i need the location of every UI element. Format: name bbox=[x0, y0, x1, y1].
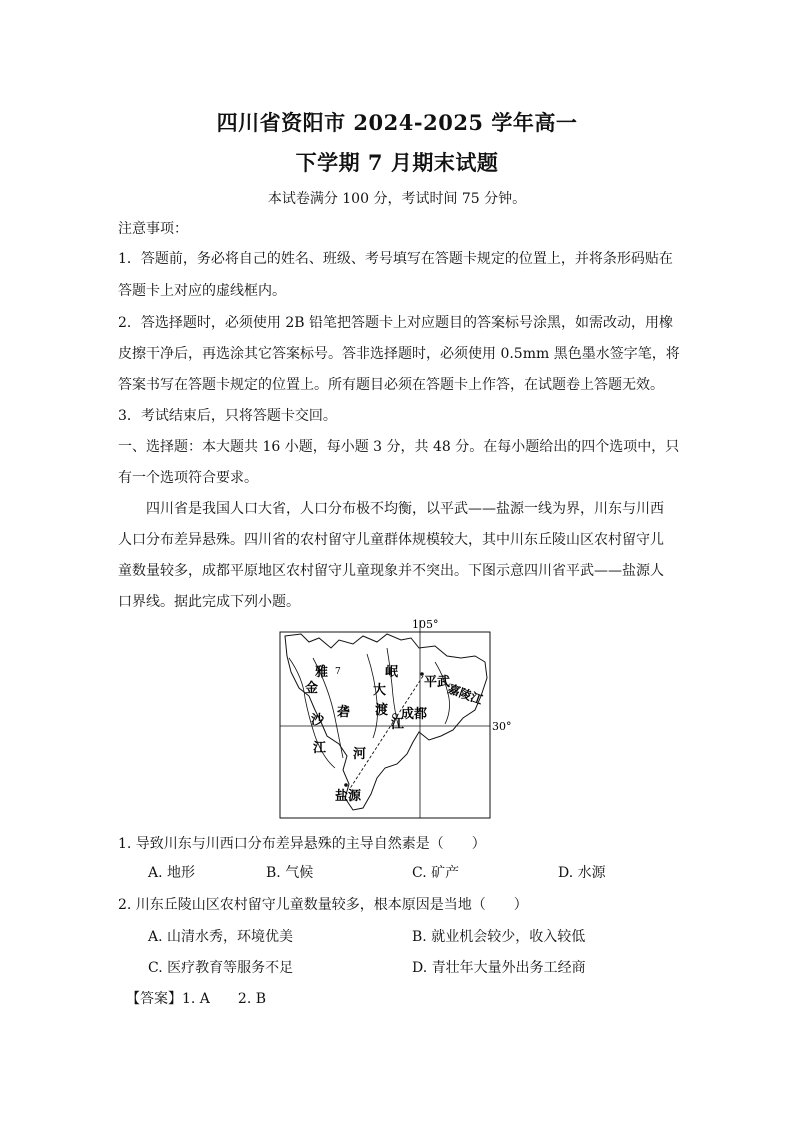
question-1-option-d: D. 水源 bbox=[558, 865, 606, 881]
answer-line bbox=[126, 988, 266, 1008]
label-river-small: 7 bbox=[335, 667, 341, 677]
question-2-option-b: B. 就业机会较少，收入较低 bbox=[412, 929, 586, 945]
yanyuan-point bbox=[344, 783, 348, 787]
passage-line: 童数量较多，成都平原地区农村留守儿童现象并不突出。下图示意四川省平武——盐源人 bbox=[118, 563, 664, 579]
notes-line: 2．答选择题时，必须使用 2B 铅笔把答题卡上对应题目的答案标号涂黑，如需改动，用橡 bbox=[118, 315, 674, 331]
label-sha: 沙 bbox=[311, 713, 325, 728]
lon-label: 105° bbox=[412, 618, 439, 631]
label-min: 岷 bbox=[385, 665, 399, 680]
question-1-option-c: C. 矿产 bbox=[412, 865, 460, 881]
page-title: 四川省资阳市 2024-2025 学年高一 bbox=[216, 110, 578, 135]
sichuan-map bbox=[279, 618, 519, 822]
question-1-option-b: B. 气候 bbox=[266, 865, 314, 881]
label-jialingjiang: 嘉陵江 bbox=[445, 681, 485, 708]
label-jin: 金 bbox=[305, 681, 319, 696]
question-2-option-a: A. 山清水秀，环境优美 bbox=[148, 929, 294, 945]
answer-label: 【答案】 bbox=[126, 991, 182, 1007]
page-title-line2: 下学期 7 月期末试题 bbox=[295, 150, 499, 175]
passage-line: 人口分布差异悬殊。四川省的农村留守儿童群体规模较大，其中川东丘陵山区农村留守儿 bbox=[118, 532, 664, 548]
label-du: 渡 bbox=[375, 703, 389, 718]
label-jiang: 江 bbox=[313, 741, 327, 756]
answer-text: 1. A 2. B bbox=[182, 991, 267, 1007]
notes-heading: 注意事项： bbox=[118, 221, 188, 237]
section-heading: 一、选择题：本大题共 16 小题，每小题 3 分，共 48 分。在每小题给出的四个选项中，只 bbox=[118, 439, 680, 455]
label-jiang2: 江 bbox=[391, 717, 405, 732]
label-he: 河 bbox=[353, 747, 367, 762]
notes-line: 答题卡上对应的虚线框内。 bbox=[118, 283, 286, 299]
section-heading: 有一个选项符合要求。 bbox=[118, 470, 258, 486]
question-1-stem: 1. 导致川东与川西口分布差异悬殊的主导自然素是（ ） bbox=[118, 836, 486, 852]
question-2-option-c: C. 医疗教育等服务不足 bbox=[148, 960, 294, 976]
label-da: 大 bbox=[373, 683, 387, 698]
question-2-option-d: D. 青壮年大量外出务工经商 bbox=[412, 960, 586, 976]
notes-line: 皮擦干净后，再选涂其它答案标号。答非选择题时，必须使用 0.5mm 黑色墨水签字笔，将 bbox=[118, 346, 680, 362]
label-chengdu: 成都 bbox=[401, 707, 428, 722]
notes-line: 1．答题前，务必将自己的姓名、班级、考号填写在答题卡规定的位置上，并将条形码贴在 bbox=[118, 251, 673, 267]
label-yanyuan: 盐源 bbox=[335, 789, 362, 804]
label-ya: 雅 bbox=[315, 665, 329, 680]
label-long: 砻 bbox=[337, 705, 351, 720]
exam-subtitle: 本试卷满分 100 分，考试时间 75 分钟。 bbox=[267, 191, 527, 207]
passage-line: 四川省是我国人口大省，人口分布极不均衡，以平武——盐源一线为界，川东与川西 bbox=[146, 501, 664, 517]
lat-label: 30° bbox=[492, 720, 512, 733]
label-pingwu: 平武 bbox=[424, 675, 451, 690]
notes-line: 答案书写在答题卡规定的位置上。所有题目必须在答题卡上作答，在试题卷上答题无效。 bbox=[118, 377, 664, 393]
passage-line: 口界线。据此完成下列小题。 bbox=[118, 594, 300, 610]
question-1-option-a: A. 地形 bbox=[148, 865, 196, 881]
notes-line: 3．考试结束后，只将答题卡交回。 bbox=[118, 408, 337, 424]
question-2-stem: 2. 川东丘陵山区农村留守儿童数量较多，根本原因是当地（ ） bbox=[118, 897, 528, 913]
